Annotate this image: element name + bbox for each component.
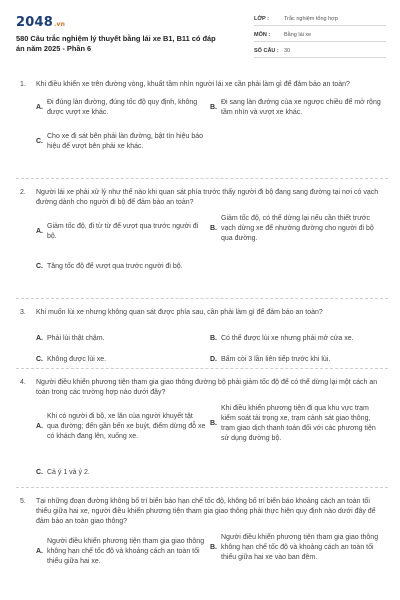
option-letter: A. (36, 103, 43, 111)
question-number: 5. (20, 498, 26, 505)
divider (16, 368, 388, 369)
option-text: Cho xe đi sát bên phải làn đường, bật tín hiệu báo hiệu để vượt bên phải xe khác. (47, 132, 203, 150)
option-letter: A. (36, 422, 43, 430)
meta-row-count (254, 46, 386, 58)
question-number: 4. (20, 379, 26, 386)
meta-label: SỐ CÂU : (254, 47, 279, 54)
option-letter: C. (36, 137, 43, 145)
option-b[interactable] (210, 214, 382, 244)
option-c[interactable] (36, 262, 206, 272)
option-b[interactable] (210, 533, 382, 563)
options (36, 531, 382, 591)
document-header (16, 14, 386, 60)
option-c[interactable] (36, 355, 206, 365)
options (36, 212, 382, 282)
option-letter: C. (36, 468, 43, 476)
option-b[interactable] (210, 98, 382, 118)
option-letter: A. (36, 547, 43, 555)
question-3 (20, 308, 382, 364)
option-text: Người điều khiển phương tiện tham gia giao thông không hạn chế tốc độ và khoảng cách an toàn tối thiểu giữa hai xe. (47, 537, 205, 565)
option-text: Bấm còi 3 lần liên tiếp trước khi lùi. (221, 355, 331, 363)
site-logo[interactable] (16, 14, 65, 32)
divider (16, 298, 388, 299)
option-a[interactable] (36, 222, 206, 242)
option-b[interactable] (210, 334, 382, 344)
options (36, 94, 382, 156)
question-5 (20, 497, 382, 591)
document-title: 580 Câu trắc nghiệm lý thuyết bằng lái xe B1, B11 có đáp án năm 2025 - Phần 6 (16, 34, 216, 54)
question-1 (20, 80, 382, 156)
logo-main: 2048 (16, 15, 53, 30)
document-meta (254, 14, 386, 62)
option-text: Người điều khiển phương tiện tham gia giao thông không hạn chế tốc độ và khoảng cách an toàn tối thiểu giữa hai xe vào ban đêm. (221, 533, 379, 561)
option-text: Đi đúng làn đường, đúng tốc độ quy định, không được vượt xe khác. (47, 98, 198, 116)
option-text: Có thể được lùi xe nhưng phải mở cửa xe. (221, 334, 354, 342)
option-text: Tăng tốc độ để vượt qua trước người đi bộ. (47, 262, 183, 270)
meta-row-subject (254, 30, 386, 42)
option-a[interactable] (36, 537, 206, 567)
divider (16, 487, 388, 488)
question-2 (20, 188, 382, 282)
option-text: Giảm tốc độ, có thể dừng lại nếu cần thiết trước vạch dừng xe để nhường đường cho người đi bộ qua đường. (221, 214, 374, 242)
logo-tld: .vn (53, 21, 66, 28)
option-b[interactable] (210, 404, 382, 444)
option-a[interactable] (36, 98, 206, 118)
options (36, 402, 382, 486)
question-text: Người điều khiển phương tiện tham gia giao thông đường bộ phải giảm tốc độ để có thể dừng lại một cách an toàn trong các trường hợp nào dưới đây? (36, 379, 378, 396)
option-text: Đi sang làn đường của xe ngược chiều để mở rộng tầm nhìn và vượt xe khác. (221, 98, 381, 116)
meta-label: MÔN : (254, 31, 271, 38)
options (36, 322, 382, 364)
option-letter: A. (36, 227, 43, 235)
option-letter: B. (210, 543, 217, 551)
question-number: 2. (20, 189, 26, 196)
question-number: 3. (20, 309, 26, 316)
option-c[interactable] (36, 132, 206, 152)
option-text: Phải lùi thật chậm. (47, 334, 105, 342)
option-letter: B. (210, 334, 217, 342)
option-letter: A. (36, 334, 43, 342)
option-a[interactable] (36, 412, 206, 442)
meta-value: Bằng lái xe (284, 31, 312, 38)
option-a[interactable] (36, 334, 206, 344)
meta-value: Trắc nghiệm tổng hợp (284, 15, 338, 22)
option-text: Khi điều khiển phương tiện đi qua khu vực trạm kiểm soát tải trọng xe, trạm cảnh sát giao thông, trạm giao dịch thanh toán đối với các phương tiện sử dụng đường bộ. (221, 404, 376, 442)
meta-label: LỚP : (254, 15, 269, 22)
option-d[interactable] (210, 355, 382, 365)
option-letter: C. (36, 262, 43, 270)
question-text: Khi điều khiển xe trên đường vòng, khuất tầm nhìn người lái xe cần phải làm gì để đảm bảo an toàn? (36, 81, 350, 88)
option-letter: B. (210, 103, 217, 111)
option-text: Không được lùi xe. (47, 355, 107, 363)
meta-value: 30 (284, 47, 291, 54)
divider (16, 178, 388, 179)
option-letter: C. (36, 355, 43, 363)
question-text: Khi muốn lùi xe nhưng không quan sát được phía sau, cần phải làm gì để đảm bảo an toàn? (36, 309, 323, 316)
question-text: Tại những đoạn đường không bố trí biển báo hạn chế tốc độ, không bố trí biển báo khoảng cách an toàn tối thiểu giữa hai xe, người điều khiển phương tiện tham gia giao thông phải thực hiện quy định nào dưới đây để đảm bảo an toàn giao thông? (36, 498, 376, 525)
option-text: Giảm tốc độ, đi từ từ để vượt qua trước người đi bộ. (47, 222, 199, 240)
option-text: Khi có người đi bộ, xe lăn của người khuyết tật qua đường; đến gần bến xe buýt, điểm dừng đỗ xe có khách đang lên, xuống xe. (47, 412, 206, 440)
option-letter: D. (210, 355, 217, 363)
option-letter: B. (210, 224, 217, 232)
option-c[interactable] (36, 468, 206, 478)
question-text: Người lái xe phải xử lý như thế nào khi quan sát phía trước thấy người đi bộ đang sang đường tại nơi có vạch đường dành cho người đi bộ để đảm bảo an toàn? (36, 189, 379, 206)
question-4 (20, 378, 382, 486)
option-text: Cả ý 1 và ý 2. (47, 468, 90, 476)
meta-row-class (254, 14, 386, 26)
option-letter: B. (210, 419, 217, 427)
question-number: 1. (20, 81, 26, 88)
